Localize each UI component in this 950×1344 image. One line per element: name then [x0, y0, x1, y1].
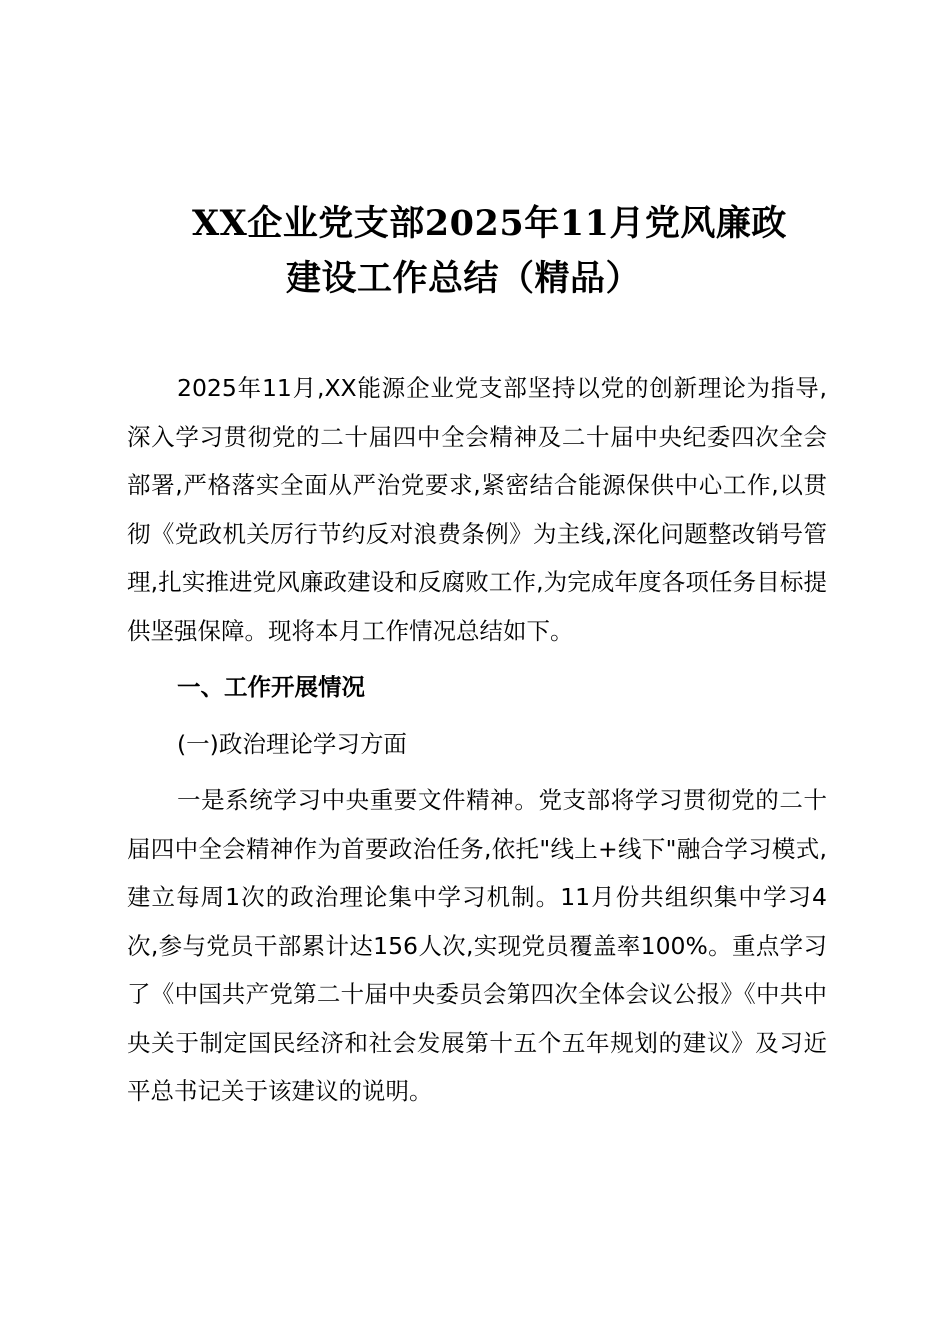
study-paragraph: 一是系统学习中央重要文件精神。党支部将学习贯彻党的二十届四中全会精神作为首要政治任务,依托"线上+线下"融合学习模式,建立每周1次的政治理论集中学习机制。11月份共组织集中学习4次,参与党员干部累计达156人次,实现党员覆盖率100%。重点学习了《中国共产党第二十届中央委员会第四次全体会议公报》《中共中央关于制定国民经济和社会发展第十五个五年规划的建议》及习近平总书记关于该建议的说明。 [127, 786, 827, 1105]
document-title [150, 196, 850, 306]
title-line-2: 建设工作总结（精品） [286, 258, 642, 299]
document-body [127, 364, 827, 1116]
section-heading: 一、工作开展情况 [177, 673, 365, 701]
subsection-heading: (一)政治理论学习方面 [177, 729, 407, 758]
intro-paragraph: 2025年11月,XX能源企业党支部坚持以党的创新理论为指导,深入学习贯彻党的二十届四中全会精神及二十届中央纪委四次全会部署,严格落实全面从严治党要求,紧密结合能源保供中心工作,以贯彻《党政机关厉行节约反对浪费条例》为主线,深化问题整改销号管理,扎实推进党风廉政建设和反腐败工作,为完成年度各项任务目标提供坚强保障。现将本月工作情况总结如下。 [127, 374, 827, 645]
title-line-1: XX企业党支部2025年11月党风廉政 [192, 203, 787, 244]
